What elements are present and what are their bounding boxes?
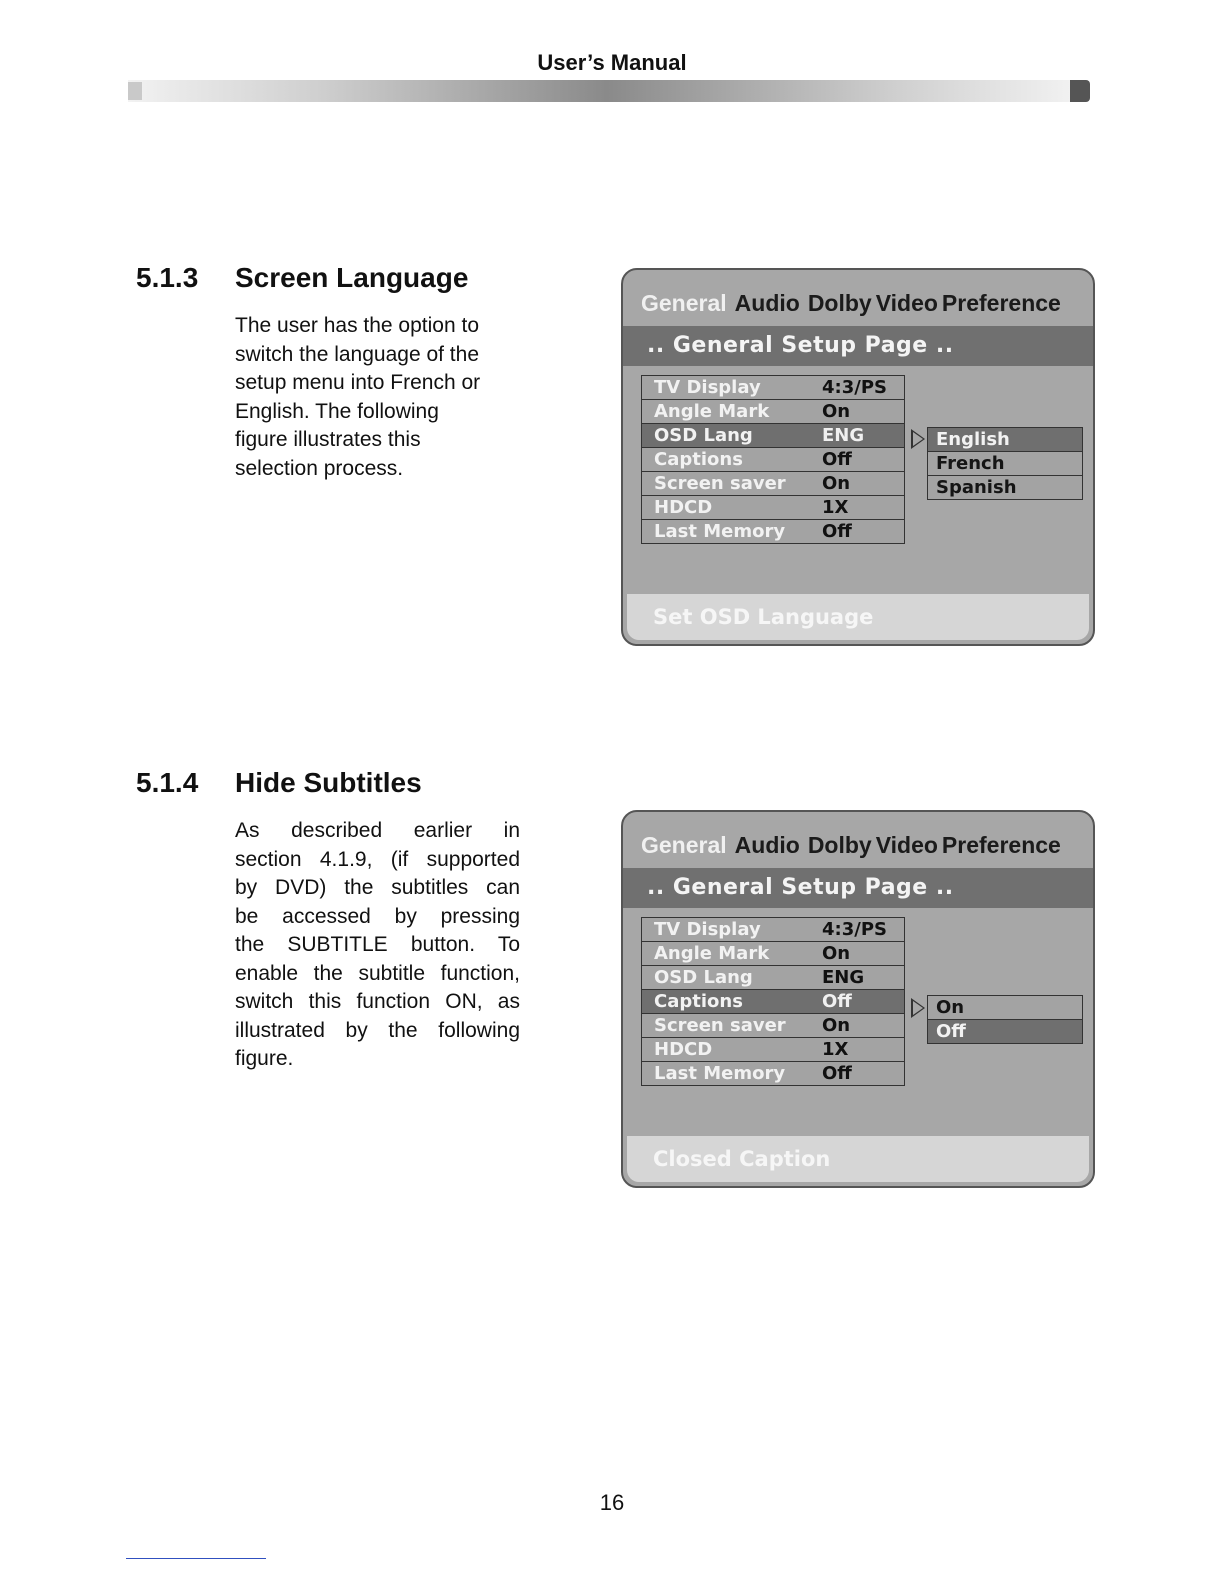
body-line: switch the language of the	[235, 342, 480, 366]
menu-row-value: Off	[822, 991, 852, 1012]
body-line: switch this function ON, as	[235, 990, 520, 1013]
menu-row-angle-mark[interactable]	[642, 400, 904, 424]
body-line: illustrated by the following	[235, 1018, 520, 1042]
page-number: 16	[599, 1490, 625, 1515]
osd-options-list	[927, 427, 1083, 500]
body-line: figure illustrates this	[235, 428, 421, 451]
menu-row-value: 1X	[822, 497, 849, 518]
menu-row-value: ENG	[822, 425, 865, 446]
menu-row-label: HDCD	[654, 1039, 713, 1060]
body-line: enable the subtitle function,	[235, 961, 520, 985]
menu-row-value: On	[822, 401, 851, 422]
menu-row-value: 4:3/PS	[822, 377, 887, 398]
tab-general[interactable]: General	[641, 290, 727, 316]
osd-page-title: .. General Setup Page ..	[623, 868, 1095, 908]
section-body	[235, 312, 480, 483]
body-line: figure.	[235, 1047, 294, 1070]
menu-row-last-memory[interactable]	[642, 1062, 904, 1085]
page-header-title: User’s Manual	[537, 50, 687, 75]
section-title: Screen Language	[235, 262, 469, 293]
menu-row-tv-display[interactable]	[642, 918, 904, 942]
footnote-rule	[126, 1558, 266, 1559]
option-on[interactable]: On	[928, 996, 1082, 1020]
tab-video[interactable]: Video	[875, 290, 938, 316]
osd-tab-bar	[641, 290, 1069, 317]
menu-row-label: Angle Mark	[654, 943, 770, 964]
tab-audio[interactable]: Audio	[734, 832, 800, 858]
osd-status-bar: Set OSD Language	[627, 594, 1089, 640]
body-line: be accessed by pressing	[235, 904, 520, 928]
menu-row-value: Off	[822, 449, 852, 470]
body-line: setup menu into French or	[235, 371, 481, 394]
section-body	[235, 817, 520, 1074]
body-line: The user has the option to	[235, 314, 479, 337]
selection-arrow-icon	[911, 429, 925, 449]
selection-arrow-icon	[911, 998, 925, 1018]
body-line: section 4.1.9, (if supported	[235, 847, 520, 871]
body-line: by DVD) the subtitles can	[235, 876, 520, 899]
menu-row-angle-mark[interactable]	[642, 942, 904, 966]
header-decoration-bar	[128, 80, 1086, 102]
menu-row-osd-lang[interactable]	[642, 424, 904, 448]
osd-status-bar: Closed Caption	[627, 1136, 1089, 1182]
osd-settings-menu	[641, 917, 905, 1086]
osd-setup-screen	[621, 268, 1095, 646]
menu-row-label: Screen saver	[654, 473, 786, 494]
tab-dolby[interactable]: Dolby	[807, 290, 872, 316]
option-off[interactable]: Off	[928, 1020, 1082, 1043]
menu-row-label: Captions	[654, 991, 743, 1012]
menu-row-captions[interactable]	[642, 448, 904, 472]
header-bar-left-cap	[128, 82, 142, 100]
menu-row-value: 1X	[822, 1039, 849, 1060]
menu-row-label: Angle Mark	[654, 401, 770, 422]
tab-dolby[interactable]: Dolby	[807, 832, 872, 858]
option-english[interactable]: English	[928, 428, 1082, 452]
menu-row-label: OSD Lang	[654, 425, 753, 446]
menu-row-value: On	[822, 943, 851, 964]
osd-options-list	[927, 995, 1083, 1044]
menu-row-osd-lang[interactable]	[642, 966, 904, 990]
menu-row-label: Screen saver	[654, 1015, 786, 1036]
section-number: 5.1.4	[136, 767, 199, 798]
osd-settings-menu	[641, 375, 905, 544]
menu-row-label: Captions	[654, 449, 743, 470]
body-line: As described earlier in	[235, 819, 520, 842]
menu-row-value: On	[822, 1015, 851, 1036]
menu-row-label: TV Display	[654, 377, 761, 398]
menu-row-value: On	[822, 473, 851, 494]
option-french[interactable]: French	[928, 452, 1082, 476]
menu-row-hdcd[interactable]	[642, 496, 904, 520]
header-bar-right-cap	[1070, 80, 1090, 102]
tab-audio[interactable]: Audio	[734, 290, 800, 316]
menu-row-value: Off	[822, 1063, 852, 1084]
menu-row-label: OSD Lang	[654, 967, 753, 988]
osd-page-title: .. General Setup Page ..	[623, 326, 1095, 366]
menu-row-label: TV Display	[654, 919, 761, 940]
menu-row-value: ENG	[822, 967, 865, 988]
menu-row-screen-saver[interactable]	[642, 1014, 904, 1038]
menu-row-label: Last Memory	[654, 1063, 786, 1084]
menu-row-captions[interactable]	[642, 990, 904, 1014]
menu-row-screen-saver[interactable]	[642, 472, 904, 496]
body-line: selection process.	[235, 456, 404, 480]
menu-row-tv-display[interactable]	[642, 376, 904, 400]
tab-video[interactable]: Video	[875, 832, 938, 858]
osd-tab-bar	[641, 832, 1069, 859]
body-line: the SUBTITLE button. To	[235, 933, 520, 956]
osd-setup-screen	[621, 810, 1095, 1188]
tab-general[interactable]: General	[641, 832, 727, 858]
tab-preference[interactable]: Preference	[941, 832, 1061, 858]
section-number: 5.1.3	[136, 262, 199, 293]
menu-row-hdcd[interactable]	[642, 1038, 904, 1062]
menu-row-value: Off	[822, 521, 852, 542]
menu-row-last-memory[interactable]	[642, 520, 904, 543]
option-spanish[interactable]: Spanish	[936, 477, 1017, 498]
menu-row-label: Last Memory	[654, 521, 786, 542]
section-title: Hide Subtitles	[235, 767, 422, 798]
menu-row-label: HDCD	[654, 497, 713, 518]
tab-preference[interactable]: Preference	[941, 290, 1061, 316]
menu-row-value: 4:3/PS	[822, 919, 887, 940]
body-line: English. The following	[235, 399, 439, 423]
